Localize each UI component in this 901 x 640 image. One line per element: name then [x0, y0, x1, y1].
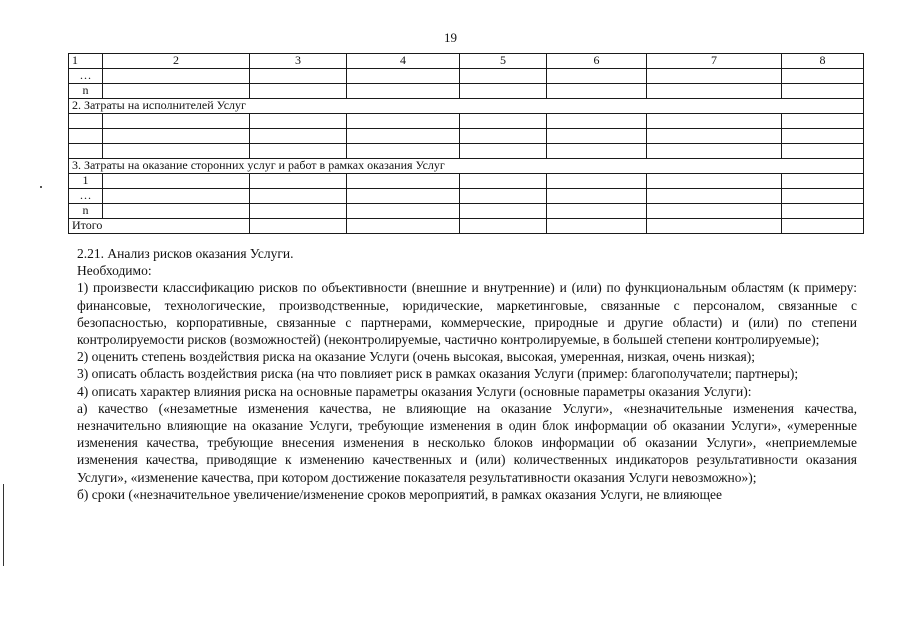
body-text — [77, 245, 857, 503]
row-label: … — [69, 189, 103, 204]
row-label: n — [69, 84, 103, 99]
table-row — [69, 189, 864, 204]
header-cell: 3 — [250, 54, 347, 69]
page-number: 19 — [444, 30, 457, 45]
table-row — [69, 69, 864, 84]
list-item-1: 1) произвести классификацию рисков по объективности (внешние и внутренние) и (или) по функциональным областям (к примеру: финансовые, технологические, производственные, юридические, маркетинговые, связанные с персоналом, связанные с безопасностью, корпоративные, связанные с партнерами, коммерческие, природные и другие области) и (или) по степени контролируемости рисков (возможностей) (неконтролируемые, частично контролируемые, в большей степени контролируемые); — [77, 280, 857, 348]
list-item-2: 2) оценить степень воздействия риска на оказание Услуги (очень высокая, высокая, умеренная, низкая, очень низкая); — [77, 349, 755, 365]
header-cell: 1 — [69, 54, 103, 69]
header-cell: 8 — [782, 54, 864, 69]
table-row — [69, 174, 864, 189]
list-item-4: 4) описать характер влияния риска на основные параметры оказания Услуги (основные параметры оказания Услуги): — [77, 383, 752, 399]
section-2-row — [69, 99, 864, 114]
table-row — [69, 114, 864, 129]
header-cell: 6 — [547, 54, 647, 69]
section-2-title: 2. Затраты на исполнителей Услуг — [69, 99, 864, 114]
header-cell: 7 — [647, 54, 782, 69]
intro-line: Необходимо: — [77, 263, 152, 279]
scan-speck — [40, 186, 42, 188]
total-label: Итого — [69, 219, 250, 234]
table-header-row — [69, 54, 864, 69]
list-item-4a: а) качество («незаметные изменения качества, не влияющие на оказание Услуги», «незначительные изменения качества, незначительно влияющие на оказание Услуги, требующие изменения в один блок информации об оказании Услуги», «умеренные изменения качества, требующие внесения изменения в несколько блоков информации об оказании Услуги», «неприемлемые изменения качества, приводящие к изменению качественных и (или) количественных индикаторов результативности оказания Услуги», «изменение качества, при котором достижение показателя результативности оказания Услуги невозможно»); — [77, 400, 857, 485]
total-row — [69, 219, 864, 234]
header-cell: 4 — [347, 54, 460, 69]
row-label: … — [69, 69, 103, 84]
row-label: 1 — [69, 174, 103, 189]
list-item-3: 3) описать область воздействия риска (на что повлияет риск в рамках оказания Услуги (пример: благополучатели; партнеры); — [77, 366, 799, 382]
section-heading: 2.21. Анализ рисков оказания Услуги. — [77, 246, 294, 261]
list-item-4b: б) сроки («незначительное увеличение/изменение сроков мероприятий, в рамках оказания Услуги, не влияющее — [77, 486, 722, 502]
table-row — [69, 204, 864, 219]
cost-table — [68, 53, 864, 234]
header-cell: 2 — [103, 54, 250, 69]
header-cell: 5 — [460, 54, 547, 69]
section-3-title: 3. Затраты на оказание сторонних услуг и работ в рамках оказания Услуг — [69, 159, 864, 174]
table-row — [69, 129, 864, 144]
row-label: n — [69, 204, 103, 219]
table-row — [69, 84, 864, 99]
table-row — [69, 144, 864, 159]
section-3-row — [69, 159, 864, 174]
scan-edge-mark — [3, 484, 4, 566]
